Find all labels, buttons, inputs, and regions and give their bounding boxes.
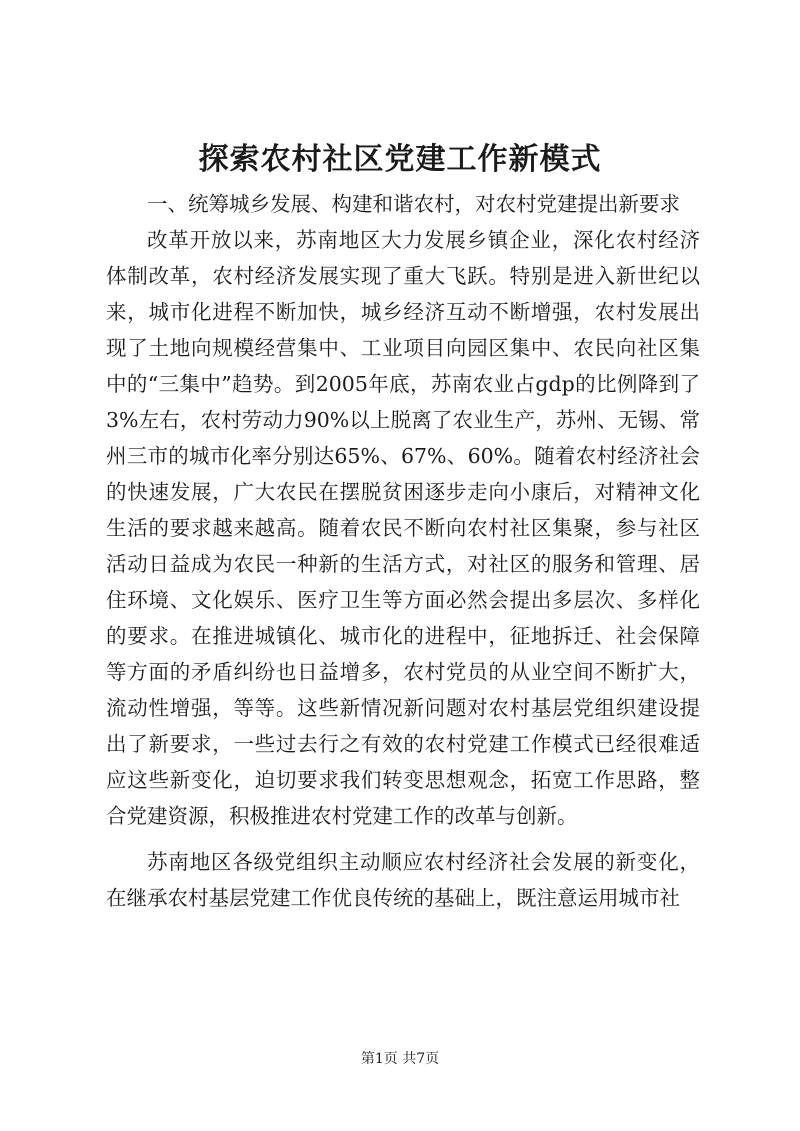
body-paragraph-2: 苏南地区各级党组织主动顺应农村经济社会发展的新变化，在继承农村基层党建工作优良传统的基础上，既注意运用城市社 [106,850,700,910]
section-heading: 一、统筹城乡发展、构建和谐农村，对农村党建提出新要求 [147,192,680,216]
page-footer: 第1页 共7页 [360,1051,440,1067]
document-body [106,186,700,916]
body-paragraph-1: 改革开放以来，苏南地区大力发展乡镇企业，深化农村经济体制改革，农村经济发展实现了重大飞跃。特别是进入新世纪以来，城市化进程不断加快，城乡经济互动不断增强，农村发展出现了土地向规模经营集中、工业项目向园区集中、农民向社区集中的“三集中”趋势。到2005年底，苏南农业占gdp的比例降到了3%左右，农村劳动力90%以上脱离了农业生产，苏州、无锡、常州三市的城市化率分别达65%、67%、60%。随着农村经济社会的快速发展，广大农民在摆脱贫困逐步走向小康后，对精神文化生活的要求越来越高。随着农民不断向农村社区集聚，参与社区活动日益成为农民一种新的生活方式，对社区的服务和管理、居住环境、文化娱乐、医疗卫生等方面必然会提出多层次、多样化的要求。在推进城镇化、城市化的进程中，征地拆迁、社会保障等方面的矛盾纠纷也日益增多，农村党员的从业空间不断扩大，流动性增强，等等。这些新情况新问题对农村基层党组织建设提出了新要求，一些过去行之有效的农村党建工作模式已经很难适应这些新变化，迫切要求我们转变思想观念，拓宽工作思路，整合党建资源，积极推进农村党建工作的改革与创新。 [106,228,700,828]
document-title: 探索农村社区党建工作新模式 [198,142,602,177]
